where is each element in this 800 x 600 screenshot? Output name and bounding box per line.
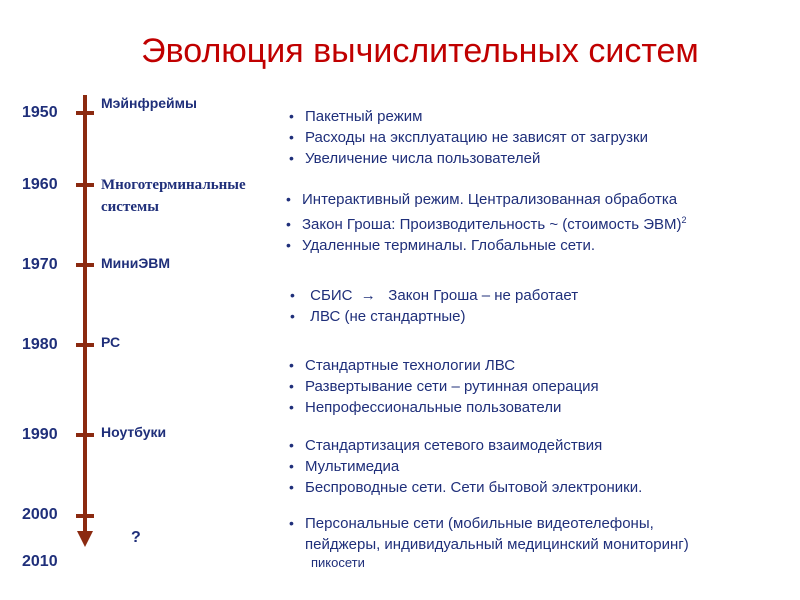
year-1950: 1950 bbox=[22, 104, 58, 121]
year-2010: 2010 bbox=[22, 553, 58, 570]
features-1950s bbox=[289, 106, 648, 169]
list-item: • Стандартные технологии ЛВС bbox=[289, 357, 516, 374]
features-2000s bbox=[289, 513, 689, 555]
list-item: • СБИС → Закон Гроша – не работает bbox=[290, 287, 579, 304]
list-item: • Расходы на эксплуатацию не зависят от загрузки bbox=[289, 129, 648, 146]
features-1990s bbox=[289, 435, 642, 498]
list-item: • ЛВС (не стандартные) bbox=[290, 308, 466, 325]
era-mainframes: Мэйнфреймы bbox=[101, 95, 197, 111]
features-1970s bbox=[290, 285, 578, 327]
year-1990: 1990 bbox=[22, 426, 58, 443]
list-item-continuation: пейджеры, индивидуальный медицинский мониторинг) bbox=[305, 536, 689, 553]
picosystems-note: пикосети bbox=[311, 555, 365, 570]
era-unknown: ? bbox=[131, 529, 141, 546]
features-1980s bbox=[289, 355, 599, 418]
year-1970: 1970 bbox=[22, 256, 58, 273]
axis-arrowhead bbox=[77, 531, 93, 547]
page-title: Эволюция вычислительных систем bbox=[141, 32, 699, 70]
era-notebooks: Ноутбуки bbox=[101, 424, 167, 440]
list-item: • Закон Гроша: Производительность ~ (стоимость ЭВМ)$^2$ bbox=[286, 215, 687, 233]
list-item: • Удаленные терминалы. Глобальные сети. bbox=[286, 237, 596, 254]
list-item: • Увеличение числа пользователей bbox=[289, 150, 541, 167]
list-item: • Стандартизация сетевого взаимодействия bbox=[289, 437, 603, 454]
year-2000: 2000 bbox=[22, 506, 58, 523]
year-1960: 1960 bbox=[22, 176, 58, 193]
era-multiterminal: Многотерминальные системы bbox=[101, 177, 246, 215]
list-item: • Мультимедиа bbox=[289, 458, 400, 475]
list-item: • Интерактивный режим. Централизованная обработка bbox=[286, 191, 678, 208]
year-1980: 1980 bbox=[22, 336, 58, 353]
features-1960s bbox=[286, 189, 687, 256]
list-item: • Персональные сети (мобильные видеотелефоны, bbox=[289, 515, 654, 532]
list-item: • Развертывание сети – рутинная операция bbox=[289, 378, 599, 395]
era-minicomputers: МиниЭВМ bbox=[101, 255, 171, 271]
list-item: • Беспроводные сети. Сети бытовой электроники. bbox=[289, 479, 643, 496]
timeline-axis bbox=[70, 95, 100, 555]
era-pc: РС bbox=[101, 334, 121, 350]
list-item: • Непрофессиональные пользователи bbox=[289, 399, 562, 416]
list-item: • Пакетный режим bbox=[289, 108, 423, 125]
